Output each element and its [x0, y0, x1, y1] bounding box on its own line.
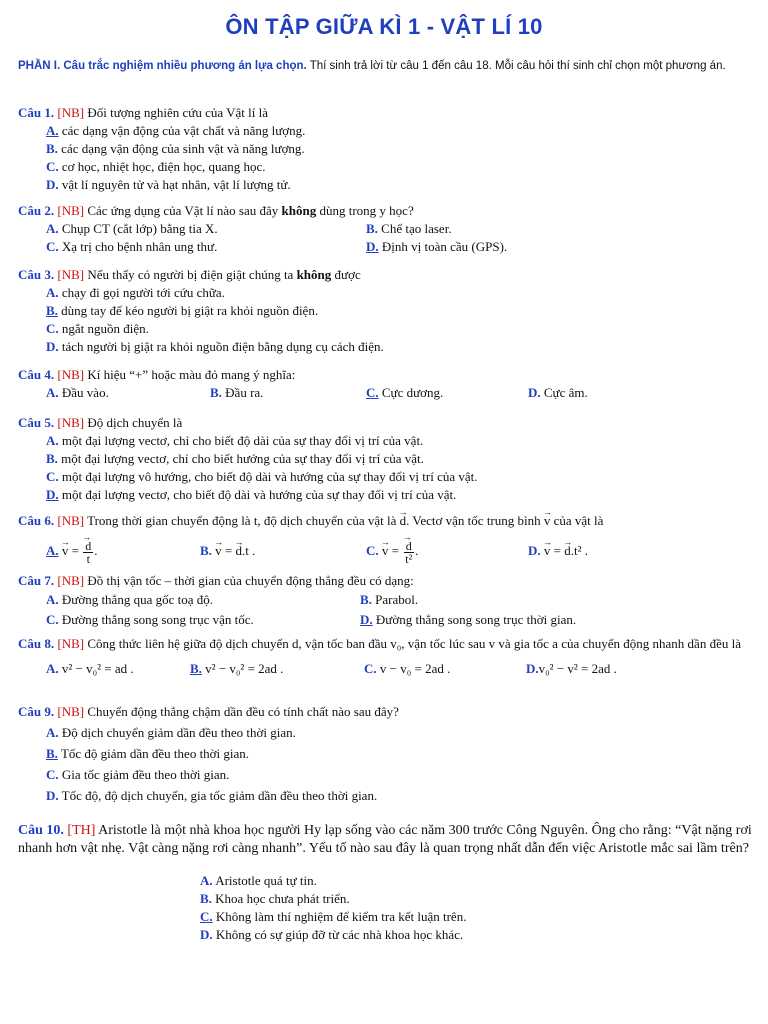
option-letter: D.: [46, 339, 59, 354]
option-letter: D.: [528, 385, 541, 400]
option-letter: A.: [46, 285, 59, 300]
option-text: các dạng vận động của vật chất và năng lượng.: [61, 123, 306, 138]
formula-a: → v = → $\frac{d}{t}$ .: [62, 543, 98, 558]
formula-c: → v = → $\frac{d}{\text{t²}}$ .: [382, 543, 419, 558]
option-c: [46, 610, 360, 630]
option-a: [46, 658, 190, 680]
option-letter: D.: [46, 788, 59, 803]
option-letter: D.: [46, 487, 59, 502]
option-letter: A.: [46, 433, 59, 448]
option-letter: A.: [200, 873, 213, 888]
option-d: [46, 338, 758, 356]
option-a: [46, 722, 758, 743]
option-text: Tốc độ, độ dịch chuyển, gia tốc giảm dần đều theo thời gian.: [61, 788, 378, 803]
level-tag: [NB]: [57, 636, 85, 651]
option-c: [46, 158, 758, 176]
option-letter: B.: [46, 303, 58, 318]
option-b: [200, 890, 758, 908]
question-number: Câu 2.: [18, 203, 55, 218]
question-2: [18, 202, 758, 256]
question-text: Công thức liên hệ giữa độ dịch chuyển d, vận tốc ban đầu v₀, vận tốc lúc sau v và gia tốc a của chuyển động nhanh dần đều là: [84, 636, 741, 651]
option-d: [526, 658, 617, 680]
question-keyword: không: [281, 203, 317, 218]
option-b: [46, 140, 758, 158]
section-heading: PHẦN I. Câu trắc nghiệm nhiều phương án lựa chọn.: [18, 60, 307, 72]
option-letter: D.: [366, 239, 379, 254]
question-text: dùng trong y học?: [316, 203, 414, 218]
section-instructions: Thí sinh trả lời từ câu 1 đến câu 18. Mỗi câu hỏi thí sinh chỉ chọn một phương án.: [306, 60, 726, 72]
option-letter: D.: [360, 612, 373, 627]
option-b: [210, 384, 366, 402]
question-number: Câu 3.: [18, 267, 55, 282]
option-b: [200, 536, 366, 566]
option-letter: C.: [46, 321, 59, 336]
option-text: Độ dịch chuyển giảm dần đều theo thời gian.: [61, 725, 296, 740]
option-d: [528, 384, 588, 402]
level-tag: [NB]: [57, 267, 85, 282]
option-b: [190, 658, 364, 680]
option-text: Xạ trị cho bệnh nhân ung thư.: [61, 239, 218, 254]
option-text: Parabol.: [375, 592, 419, 607]
option-text: Định vị toàn cầu (GPS).: [381, 239, 508, 254]
formula-d: v₀² − v² = 2ad .: [538, 661, 617, 676]
option-text: Tốc độ giảm dần đều theo thời gian.: [60, 746, 250, 761]
option-text: Chụp CT (cắt lớp) bằng tia X.: [61, 221, 218, 236]
option-a: [46, 122, 758, 140]
option-letter: D.: [46, 177, 59, 192]
displacement-vector-symbol: → d: [400, 512, 407, 530]
option-text: một đại lượng vectơ, cho biết độ dài và hướng của sự thay đổi vị trí của vật.: [61, 487, 457, 502]
option-text: Đầu ra.: [225, 385, 264, 400]
question-keyword: không: [296, 267, 332, 282]
velocity-vector-symbol: → v: [544, 512, 551, 530]
option-text: một đại lượng vô hướng, cho biết độ dài và hướng của sự thay đổi vị trí của vật.: [61, 469, 478, 484]
level-tag: [NB]: [57, 573, 85, 588]
question-9: [18, 702, 758, 806]
option-letter: A.: [46, 543, 59, 558]
question-text: Đối tượng nghiên cứu của Vật lí là: [84, 105, 269, 120]
section-intro: [18, 58, 758, 75]
option-text: Đầu vào.: [61, 385, 109, 400]
question-number: Câu 6.: [18, 513, 55, 528]
formula-c: v − v₀ = 2ad .: [379, 661, 451, 676]
option-letter: B.: [366, 221, 378, 236]
option-text: Cực âm.: [543, 385, 588, 400]
option-text: vật lí nguyên tử và hạt nhân, vật lí lượng tử.: [61, 177, 291, 192]
option-a: [46, 432, 758, 450]
option-text: các dạng vận động của sinh vật và năng lượng.: [61, 141, 305, 156]
level-tag: [NB]: [57, 367, 85, 382]
option-letter: C.: [200, 909, 213, 924]
question-text: Aristotle là một nhà khoa học người Hy lạp sống vào các năm 300 trước Công Nguyên. Ông cho rằng: “Vật nặng rơi nhanh hơn vật nhẹ. Vật càng nặng rơi càng nhanh”. Yếu tố nào sau đây là quan trọng nhất dẫn đến việc Aristotle mắc sai lầm trên?: [18, 823, 752, 856]
option-letter: A.: [46, 221, 59, 236]
option-letter: B.: [200, 543, 212, 558]
question-10: [18, 822, 758, 944]
option-c: [46, 238, 366, 256]
option-letter: C.: [46, 239, 59, 254]
option-text: chạy đi gọi người tới cứu chữa.: [61, 285, 225, 300]
option-d: [46, 486, 758, 504]
option-letter: B.: [46, 141, 58, 156]
option-letter: A.: [46, 385, 59, 400]
option-d: [366, 238, 507, 256]
option-d: [46, 176, 758, 194]
option-text: Đường thẳng song song trục thời gian.: [375, 612, 577, 627]
option-letter: B.: [210, 385, 222, 400]
question-number: Câu 4.: [18, 367, 55, 382]
question-text: Đồ thị vận tốc – thời gian của chuyển động thẳng đều có dạng:: [84, 573, 414, 588]
question-number: Câu 7.: [18, 573, 55, 588]
question-5: [18, 414, 758, 504]
option-letter: B.: [200, 891, 212, 906]
level-tag: [NB]: [57, 105, 85, 120]
option-d: [360, 610, 576, 630]
level-tag: [NB]: [57, 415, 85, 430]
option-text: Đường thẳng qua gốc toạ độ.: [61, 592, 214, 607]
option-a: [200, 872, 758, 890]
formula-d: → v = → d.t² .: [544, 543, 588, 558]
question-7: [18, 572, 758, 630]
option-c: [200, 908, 758, 926]
question-text: Các ứng dụng của Vật lí nào sau đây: [84, 203, 282, 218]
option-b: [46, 450, 758, 468]
option-text: Aristotle quá tự tin.: [215, 873, 317, 888]
level-tag: [NB]: [57, 203, 85, 218]
option-text: Đường thẳng song song trục vận tốc.: [61, 612, 254, 627]
question-text: Độ dịch chuyển là: [84, 415, 183, 430]
formula-b: → v = → d.t .: [215, 543, 255, 558]
option-a: [46, 220, 366, 238]
option-b: [46, 743, 758, 764]
question-number: Câu 5.: [18, 415, 55, 430]
option-d: [200, 926, 758, 944]
option-d: [528, 536, 588, 566]
option-c: [46, 320, 758, 338]
option-text: Gia tốc giảm đều theo thời gian.: [61, 767, 230, 782]
option-letter: C.: [46, 159, 59, 174]
question-4: [18, 366, 758, 402]
option-b: [46, 302, 758, 320]
level-tag: [NB]: [57, 704, 85, 719]
option-letter: B.: [46, 451, 58, 466]
option-letter: C.: [366, 543, 379, 558]
question-3: [18, 266, 758, 356]
option-letter: C.: [46, 767, 59, 782]
option-text: Không có sự giúp đỡ từ các nhà khoa học khác.: [215, 927, 464, 942]
formula-b: v² − v₀² = 2ad .: [205, 661, 284, 676]
question-text: Kí hiệu “+” hoặc màu đỏ mang ý nghĩa:: [84, 367, 296, 382]
option-a: [46, 590, 360, 610]
option-text: một đại lượng vectơ, chỉ cho biết hướng của sự thay đổi vị trí của vật.: [61, 451, 424, 466]
question-text: của vật là: [550, 513, 604, 528]
option-letter: A.: [46, 725, 59, 740]
option-letter: B.: [46, 746, 58, 761]
option-text: dùng tay để kéo người bị giật ra khỏi nguồn điện.: [61, 303, 319, 318]
question-number: Câu 8.: [18, 636, 55, 651]
page-title: ÔN TẬP GIỮA KÌ 1 - VẬT LÍ 10: [225, 14, 543, 39]
option-c: [46, 468, 758, 486]
option-a: [46, 536, 200, 566]
option-c: [364, 658, 526, 680]
option-c: [366, 384, 528, 402]
option-letter: A.: [46, 123, 59, 138]
question-text: Chuyển động thẳng chậm dần đều có tính chất nào sau đây?: [84, 704, 399, 719]
option-letter: C.: [364, 661, 377, 676]
option-a: [46, 284, 758, 302]
option-a: [46, 384, 210, 402]
question-6: [18, 512, 758, 566]
level-tag: [TH]: [67, 823, 96, 838]
option-letter: A.: [46, 661, 59, 676]
question-number: Câu 1.: [18, 105, 55, 120]
question-text: Nếu thấy có người bị điện giật chúng ta: [84, 267, 297, 282]
question-text: . Vectơ vận tốc trung bình: [406, 513, 544, 528]
question-1: [18, 104, 758, 194]
question-number: Câu 9.: [18, 704, 55, 719]
option-b: [366, 220, 452, 238]
question-text: được: [331, 267, 361, 282]
option-letter: B.: [360, 592, 372, 607]
option-text: tách người bị giật ra khỏi nguồn điện bằng dụng cụ cách điện.: [61, 339, 384, 354]
question-number: Câu 10.: [18, 823, 64, 838]
option-text: Khoa học chưa phát triển.: [215, 891, 350, 906]
option-letter: C.: [46, 469, 59, 484]
option-letter: A.: [46, 592, 59, 607]
option-letter: C.: [366, 385, 379, 400]
option-text: một đại lượng vectơ, chỉ cho biết độ dài của sự thay đổi vị trí của vật.: [61, 433, 424, 448]
option-letter: D.: [200, 927, 213, 942]
option-text: cơ học, nhiệt học, điện học, quang học.: [61, 159, 266, 174]
option-letter: B.: [190, 661, 202, 676]
option-text: Cực dương.: [381, 385, 444, 400]
option-letter: D.: [528, 543, 541, 558]
option-d: [46, 785, 758, 806]
option-b: [360, 590, 418, 610]
option-c: [366, 536, 528, 566]
option-letter: C.: [46, 612, 59, 627]
option-text: ngắt nguồn điện.: [61, 321, 149, 336]
level-tag: [NB]: [57, 513, 85, 528]
option-c: [46, 764, 758, 785]
question-8: [18, 634, 758, 680]
option-text: Không làm thí nghiệm để kiểm tra kết luận trên.: [215, 909, 467, 924]
option-letter: D.: [526, 661, 539, 676]
question-text: Trong thời gian chuyển động là t, độ dịch chuyển của vật là: [84, 513, 400, 528]
option-text: Chế tạo laser.: [381, 221, 452, 236]
formula-a: v² − v₀² = ad .: [61, 661, 134, 676]
